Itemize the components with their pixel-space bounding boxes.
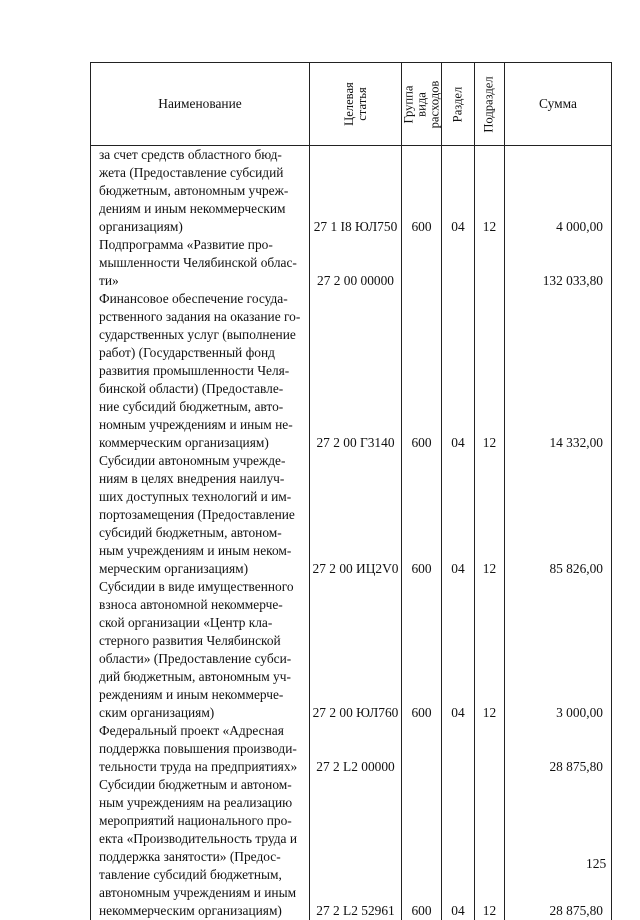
row-expense-group: 600 [402, 578, 442, 722]
row-expense-group [402, 722, 442, 776]
row-expense-group: 600 [402, 290, 442, 452]
row-section: 04 [442, 452, 475, 578]
row-name-line: рственного задания на оказание го- [99, 308, 303, 326]
header-target-label: Целевая статья [343, 75, 369, 133]
table-row [91, 290, 612, 452]
row-name [91, 290, 310, 452]
row-target: 27 2 L2 52961 [310, 776, 402, 920]
table-row [91, 578, 612, 722]
row-section [442, 236, 475, 290]
budget-table [90, 62, 612, 920]
row-name [91, 236, 310, 290]
row-name-line: мышленности Челябинской облас- [99, 254, 303, 272]
row-name [91, 776, 310, 920]
row-amount: 3 000,00 [505, 578, 612, 722]
row-subsection [475, 236, 505, 290]
row-name-line: ским организациям) [99, 704, 303, 722]
row-name [91, 146, 310, 237]
row-section: 04 [442, 776, 475, 920]
row-section: 04 [442, 290, 475, 452]
row-name-line: Субсидии в виде имущественного [99, 578, 303, 596]
header-subsection-label: Подраздел [483, 76, 496, 132]
row-amount: 28 875,80 [505, 722, 612, 776]
header-name: Наименование [91, 63, 310, 146]
row-name-line: Федеральный проект «Адресная [99, 722, 303, 740]
row-name-line: за счет средств областного бюд- [99, 146, 303, 164]
row-name-line: ской организации «Центр кла- [99, 614, 303, 632]
header-expense-group [402, 63, 442, 146]
row-name-line: дениям и иным некоммерческим [99, 200, 303, 218]
row-name-line: коммерческим организациям) [99, 434, 303, 452]
row-name-line: сударственных услуг (выполнение [99, 326, 303, 344]
row-amount: 85 826,00 [505, 452, 612, 578]
row-name-line: тавление субсидий бюджетным, [99, 866, 303, 884]
row-name-line: области» (Предоставление субси- [99, 650, 303, 668]
row-subsection: 12 [475, 290, 505, 452]
row-target: 27 2 00 00000 [310, 236, 402, 290]
table-row [91, 236, 612, 290]
row-name-line: Субсидии автономным учрежде- [99, 452, 303, 470]
row-name-line: ние субсидий бюджетным, авто- [99, 398, 303, 416]
row-amount: 132 033,80 [505, 236, 612, 290]
row-name-line: бюджетным, автономным учреж- [99, 182, 303, 200]
row-target: 27 2 00 ИЦ2V0 [310, 452, 402, 578]
row-amount: 4 000,00 [505, 146, 612, 237]
row-name-line: поддержка повышения производи- [99, 740, 303, 758]
row-target: 27 1 I8 ЮЛ750 [310, 146, 402, 237]
row-name-line: автономным учреждениям и иным [99, 884, 303, 902]
row-amount: 14 332,00 [505, 290, 612, 452]
row-expense-group [402, 236, 442, 290]
row-name-line: мероприятий национального про- [99, 812, 303, 830]
row-subsection: 12 [475, 578, 505, 722]
row-name-line: взноса автономной некоммерче- [99, 596, 303, 614]
row-name-line: ти» [99, 272, 303, 290]
row-name-line: ным учреждениям на реализацию [99, 794, 303, 812]
row-name-line: бинской области) (Предоставле- [99, 380, 303, 398]
row-target: 27 2 L2 00000 [310, 722, 402, 776]
row-name-line: работ) (Государственный фонд [99, 344, 303, 362]
row-name-line: субсидий бюджетным, автоном- [99, 524, 303, 542]
row-subsection: 12 [475, 776, 505, 920]
row-name-line: реждениям и иным некоммерче- [99, 686, 303, 704]
row-name-line: портозамещения (Предоставление [99, 506, 303, 524]
header-amount: Сумма [505, 63, 612, 146]
row-subsection: 12 [475, 452, 505, 578]
row-name-line: ным учреждениям и иным неком- [99, 542, 303, 560]
row-name [91, 578, 310, 722]
row-name [91, 452, 310, 578]
row-subsection [475, 722, 505, 776]
row-name-line: ших доступных технологий и им- [99, 488, 303, 506]
row-name-line: Субсидии бюджетным и автоном- [99, 776, 303, 794]
row-name-line: Финансовое обеспечение госуда- [99, 290, 303, 308]
table-body [91, 146, 612, 920]
row-section [442, 722, 475, 776]
row-section: 04 [442, 578, 475, 722]
row-expense-group: 600 [402, 452, 442, 578]
row-name-line: некоммерческим организациям) [99, 902, 303, 920]
row-name-line: поддержка занятости» (Предос- [99, 848, 303, 866]
header-expense-group-label: Группа вида расходов [402, 80, 441, 128]
table-row [91, 452, 612, 578]
row-name-line: развития промышленности Челя- [99, 362, 303, 380]
row-name-line: дий бюджетным, автономным уч- [99, 668, 303, 686]
row-name-line: мерческим организациям) [99, 560, 303, 578]
row-name [91, 722, 310, 776]
header-subsection [475, 63, 505, 146]
row-target: 27 2 00 Г3140 [310, 290, 402, 452]
page-number: 125 [586, 856, 606, 872]
row-name-line: жета (Предоставление субсидий [99, 164, 303, 182]
row-amount: 28 875,80 [505, 776, 612, 920]
table-row [91, 146, 612, 237]
row-expense-group: 600 [402, 146, 442, 237]
row-expense-group: 600 [402, 776, 442, 920]
row-name-line: организациям) [99, 218, 303, 236]
table-row [91, 776, 612, 920]
header-section [442, 63, 475, 146]
row-name-line: екта «Производительность труда и [99, 830, 303, 848]
header-target [310, 63, 402, 146]
row-subsection: 12 [475, 146, 505, 237]
row-name-line: номным учреждениям и иным не- [99, 416, 303, 434]
row-section: 04 [442, 146, 475, 237]
row-name-line: тельности труда на предприятиях» [99, 758, 303, 776]
header-section-label: Раздел [452, 86, 465, 122]
row-target: 27 2 00 ЮЛ760 [310, 578, 402, 722]
table-header-row [91, 63, 612, 146]
table-row [91, 722, 612, 776]
row-name-line: ниям в целях внедрения наилуч- [99, 470, 303, 488]
row-name-line: стерного развития Челябинской [99, 632, 303, 650]
row-name-line: Подпрограмма «Развитие про- [99, 236, 303, 254]
